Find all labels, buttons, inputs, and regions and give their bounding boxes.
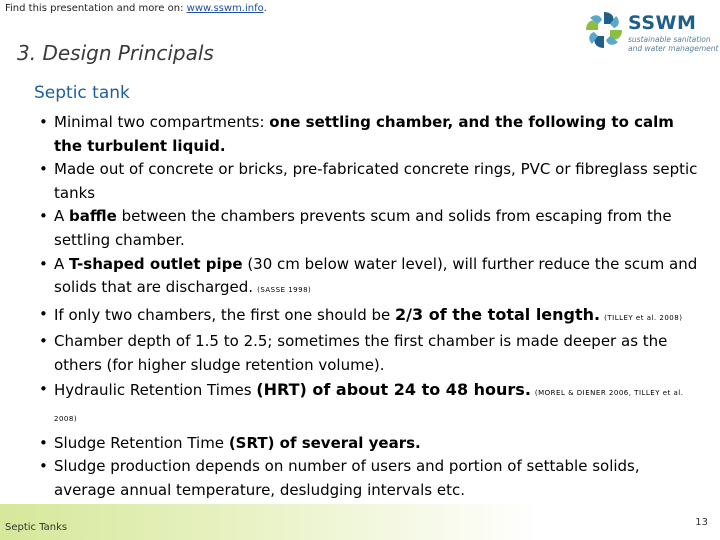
logo-wordmark: SSWM <box>628 12 697 34</box>
bullet-list <box>34 111 704 530</box>
bullet-text: Hydraulic Retention Times <box>54 380 257 399</box>
page-number: 13 <box>695 517 708 528</box>
slide-title: 3. Design Principals <box>17 41 214 65</box>
bullet-text: If only two chambers, the first one should be <box>54 305 396 324</box>
bullet-text: (30 cm below water level), will further reduce the scum and solids that are discharged. <box>54 254 698 297</box>
source-note <box>5 3 267 14</box>
slide-subtitle: Septic tank <box>34 83 130 103</box>
bullet-bold-text: baffle <box>69 207 117 226</box>
bullet-item <box>34 303 704 331</box>
bullet-item <box>34 378 704 432</box>
footer-band <box>0 504 720 540</box>
citation: (MOREL & DIENER 2006, TILLEY et al. 2008) <box>54 388 684 424</box>
bullet-text: Sludge Retention Time <box>54 433 229 452</box>
bullet-text: A <box>54 254 70 273</box>
sswm-pinwheel-icon <box>582 8 626 52</box>
bullet-text: Sludge production depends on number of users and portion of settable solids, average annual temperature, desludging intervals etc. <box>54 457 640 499</box>
bullet-bold-text: (SRT) of several years. <box>228 433 421 452</box>
bullet-item <box>34 158 704 205</box>
logo-tagline-line1: sustainable sanitation <box>628 35 711 44</box>
bullet-item <box>34 455 704 502</box>
bullet-item <box>34 111 704 158</box>
citation: (TILLEY et al. 2008) <box>604 313 683 322</box>
bullet-text: Chamber depth of 1.5 to 2.5; sometimes the first chamber is made deeper as the others (for higher sludge retention volume). <box>54 332 668 374</box>
bullet-bold-text: T-shaped outlet pipe <box>69 254 243 273</box>
bullet-text: A <box>54 207 70 226</box>
bullet-text: between the chambers prevents scum and solids from escaping from the settling chamber. <box>54 207 672 249</box>
bullet-bold-text: (HRT) of about 24 to 48 hours. <box>256 379 531 399</box>
sswm-link[interactable]: www.sswm.info <box>186 3 264 14</box>
bullet-bold-text: one settling chamber, and the following to calm the turbulent liquid. <box>54 113 674 155</box>
logo-tagline <box>628 35 719 53</box>
bullet-item <box>34 253 704 303</box>
footer-title: Septic Tanks <box>5 522 68 533</box>
bullet-text: Made out of concrete or bricks, pre-fabricated concrete rings, PVC or fibreglass septic tanks <box>54 160 698 202</box>
citation: (SASSE 1998) <box>257 286 312 295</box>
bullet-text: Minimal two compartments: <box>54 113 270 131</box>
bullet-item <box>34 432 704 456</box>
sswm-logo <box>580 6 720 56</box>
bullet-item <box>34 205 704 252</box>
logo-tagline-line2: and water management <box>628 44 719 53</box>
bullet-item <box>34 330 704 377</box>
source-note-text: Find this presentation and more on: <box>5 3 187 14</box>
source-note-period: . <box>263 3 267 14</box>
bullet-bold-text: 2/3 of the total length. <box>395 304 601 324</box>
